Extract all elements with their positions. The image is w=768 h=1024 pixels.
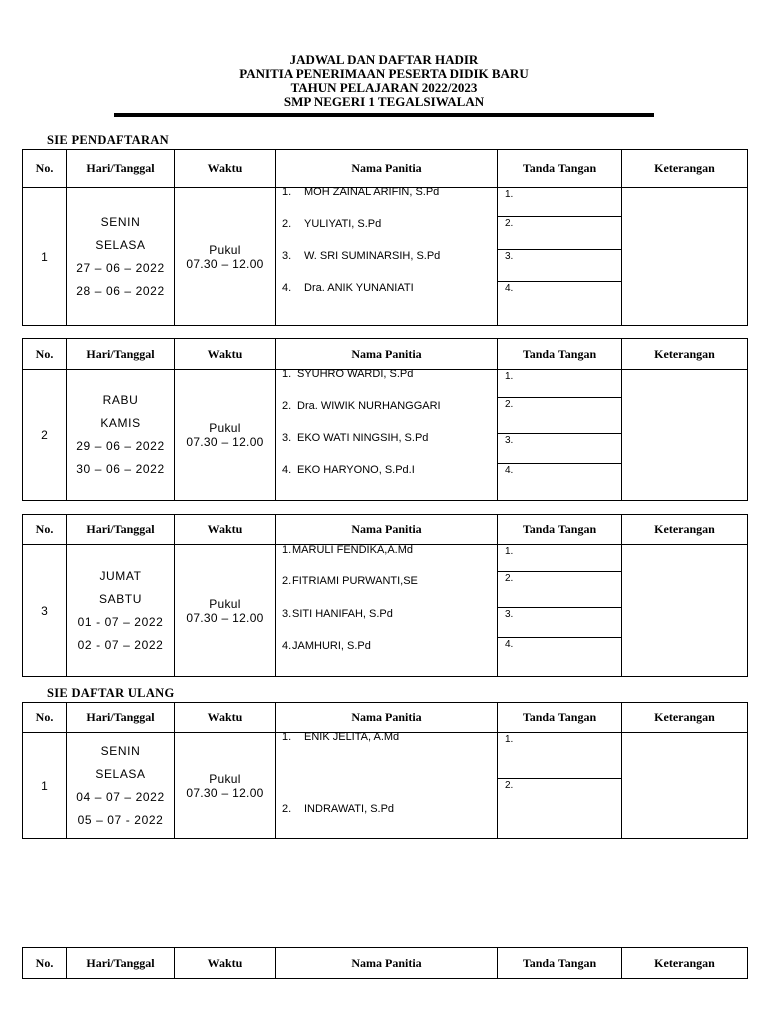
signature-slot[interactable]: 2. [498,572,621,608]
day-name: RABU [102,393,139,407]
header-sign: Tanda Tangan [498,948,622,979]
date: 27 – 06 – 2022 [76,260,165,275]
table-row [23,733,748,839]
header-day: Hari/Tanggal [67,948,175,979]
header-time: Waktu [175,703,276,733]
committee-member: 3.SITI HANIFAH, S.Pd [282,608,393,620]
header-names: Nama Panitia [276,948,498,979]
document-title [0,53,768,109]
day-name: SABTU [98,591,142,606]
header-no: No. [23,948,67,979]
note-cell[interactable] [622,370,748,501]
header-note: Keterangan [622,515,748,545]
committee-member: 1.MARULI FENDIKA,A.Md [282,544,414,556]
header-names: Nama Panitia [276,150,498,188]
title-line: TAHUN PELAJARAN 2022/2023 [290,80,478,95]
signature-slot[interactable]: 2. [498,217,621,250]
title-line: SMP NEGERI 1 TEGALSIWALAN [283,94,485,109]
signature-slot[interactable]: 3. [498,250,621,282]
time-label: Pukul [209,421,241,435]
day-cell [67,545,175,677]
table-header-row [23,515,748,545]
schedule-table-1 [22,149,748,326]
title-line: PANITIA PENERIMAAN PESERTA DIDIK BARU [239,66,529,81]
signature-cell [498,188,622,326]
signature-slot[interactable]: 3. [498,434,621,464]
title-line: JADWAL DAN DAFTAR HADIR [289,52,479,67]
row-number: 2 [23,370,67,501]
time-cell [175,545,276,677]
date: 29 – 06 – 2022 [76,439,165,453]
row-number: 1 [23,188,67,326]
day-name: SENIN [100,743,141,758]
header-sign: Tanda Tangan [498,339,622,370]
signature-slot[interactable]: 4. [505,639,514,650]
time-cell [175,370,276,501]
names-cell [276,370,498,501]
committee-member: 4. EKO HARYONO, S.Pd.I [282,464,415,476]
signature-cell [498,370,622,501]
title-underline [114,113,654,117]
date: 30 – 06 – 2022 [76,462,165,476]
names-cell [276,188,498,326]
signature-slot[interactable]: 2. [498,398,621,434]
committee-member: 2.FITRIAMI PURWANTI,SE [282,575,418,587]
table-row [23,545,748,677]
committee-member: 2. Dra. WIWIK NURHANGGARI [282,400,441,412]
signature-slot[interactable]: 2. [505,780,514,791]
time-label: Pukul [209,596,241,611]
table-header-row [23,703,748,733]
time-value: 07.30 – 12.00 [186,256,264,271]
signature-slot[interactable]: 4. [505,283,514,294]
header-time: Waktu [175,948,276,979]
time-label: Pukul [209,242,241,257]
date: 02 - 07 – 2022 [77,637,164,652]
header-note: Keterangan [622,948,748,979]
committee-member: 2. YULIYATI, S.Pd [282,218,382,230]
names-cell [276,545,498,677]
table-header-row [23,948,748,979]
header-note: Keterangan [622,339,748,370]
time-cell [175,733,276,839]
header-note: Keterangan [622,703,748,733]
schedule-table-4 [22,702,748,839]
signature-cell [498,733,622,839]
signature-slot[interactable]: 1. [498,188,621,217]
section-heading-daftar-ulang: SIE DAFTAR ULANG [47,686,175,700]
signature-slot[interactable]: 1. [498,545,621,572]
day-cell [67,370,175,501]
table-row [23,188,748,326]
header-time: Waktu [175,150,276,188]
header-names: Nama Panitia [276,339,498,370]
day-name: SELASA [95,766,146,781]
committee-member: 1. MOH ZAINAL ARIFIN, S.Pd [282,186,440,198]
date: 05 – 07 - 2022 [77,812,164,827]
schedule-table-5 [22,947,748,979]
day-name: SENIN [100,214,141,229]
header-time: Waktu [175,339,276,370]
date: 28 – 06 – 2022 [76,283,165,298]
time-value: 07.30 – 12.00 [186,435,264,449]
header-day: Hari/Tanggal [67,515,175,545]
header-no: No. [23,703,67,733]
header-sign: Tanda Tangan [498,515,622,545]
note-cell[interactable] [622,188,748,326]
header-time: Waktu [175,515,276,545]
signature-slot[interactable]: 4. [505,465,514,476]
signature-slot[interactable]: 1. [498,733,621,779]
signature-slot[interactable]: 3. [498,608,621,638]
time-value: 07.30 – 12.00 [186,785,264,800]
signature-slot[interactable]: 1. [498,370,621,398]
schedule-table-3 [22,514,748,677]
row-number: 1 [23,733,67,839]
header-names: Nama Panitia [276,703,498,733]
day-cell [67,733,175,839]
time-label: Pukul [209,771,241,786]
header-names: Nama Panitia [276,515,498,545]
names-cell [276,733,498,839]
header-day: Hari/Tanggal [67,339,175,370]
committee-member: 4. Dra. ANIK YUNANIATI [282,282,414,294]
day-cell [67,188,175,326]
committee-member: 3. W. SRI SUMINARSIH, S.Pd [282,250,441,262]
committee-member: 1. ENIK JELITA, A.Md [282,731,400,743]
row-number: 3 [23,545,67,677]
signature-cell [498,545,622,677]
header-note: Keterangan [622,150,748,188]
committee-member: 3. EKO WATI NINGSIH, S.Pd [282,432,429,444]
time-cell [175,188,276,326]
note-cell[interactable] [622,733,748,839]
header-day: Hari/Tanggal [67,703,175,733]
committee-member: 2. INDRAWATI, S.Pd [282,803,395,815]
header-day: Hari/Tanggal [67,150,175,188]
header-sign: Tanda Tangan [498,703,622,733]
table-header-row [23,339,748,370]
note-cell[interactable] [622,545,748,677]
header-no: No. [23,150,67,188]
header-no: No. [23,515,67,545]
table-header-row [23,150,748,188]
date: 01 - 07 – 2022 [77,614,164,629]
committee-member: 1. SYUHRO WARDI, S.Pd [282,368,414,380]
day-name: JUMAT [99,568,142,583]
table-row [23,370,748,501]
section-heading-pendaftaran: SIE PENDAFTARAN [47,133,169,147]
date: 04 – 07 – 2022 [76,789,165,804]
schedule-table-2 [22,338,748,501]
header-no: No. [23,339,67,370]
day-name: KAMIS [100,416,141,430]
committee-member: 4.JAMHURI, S.Pd [282,640,371,652]
time-value: 07.30 – 12.00 [186,610,264,625]
day-name: SELASA [95,237,146,252]
header-sign: Tanda Tangan [498,150,622,188]
